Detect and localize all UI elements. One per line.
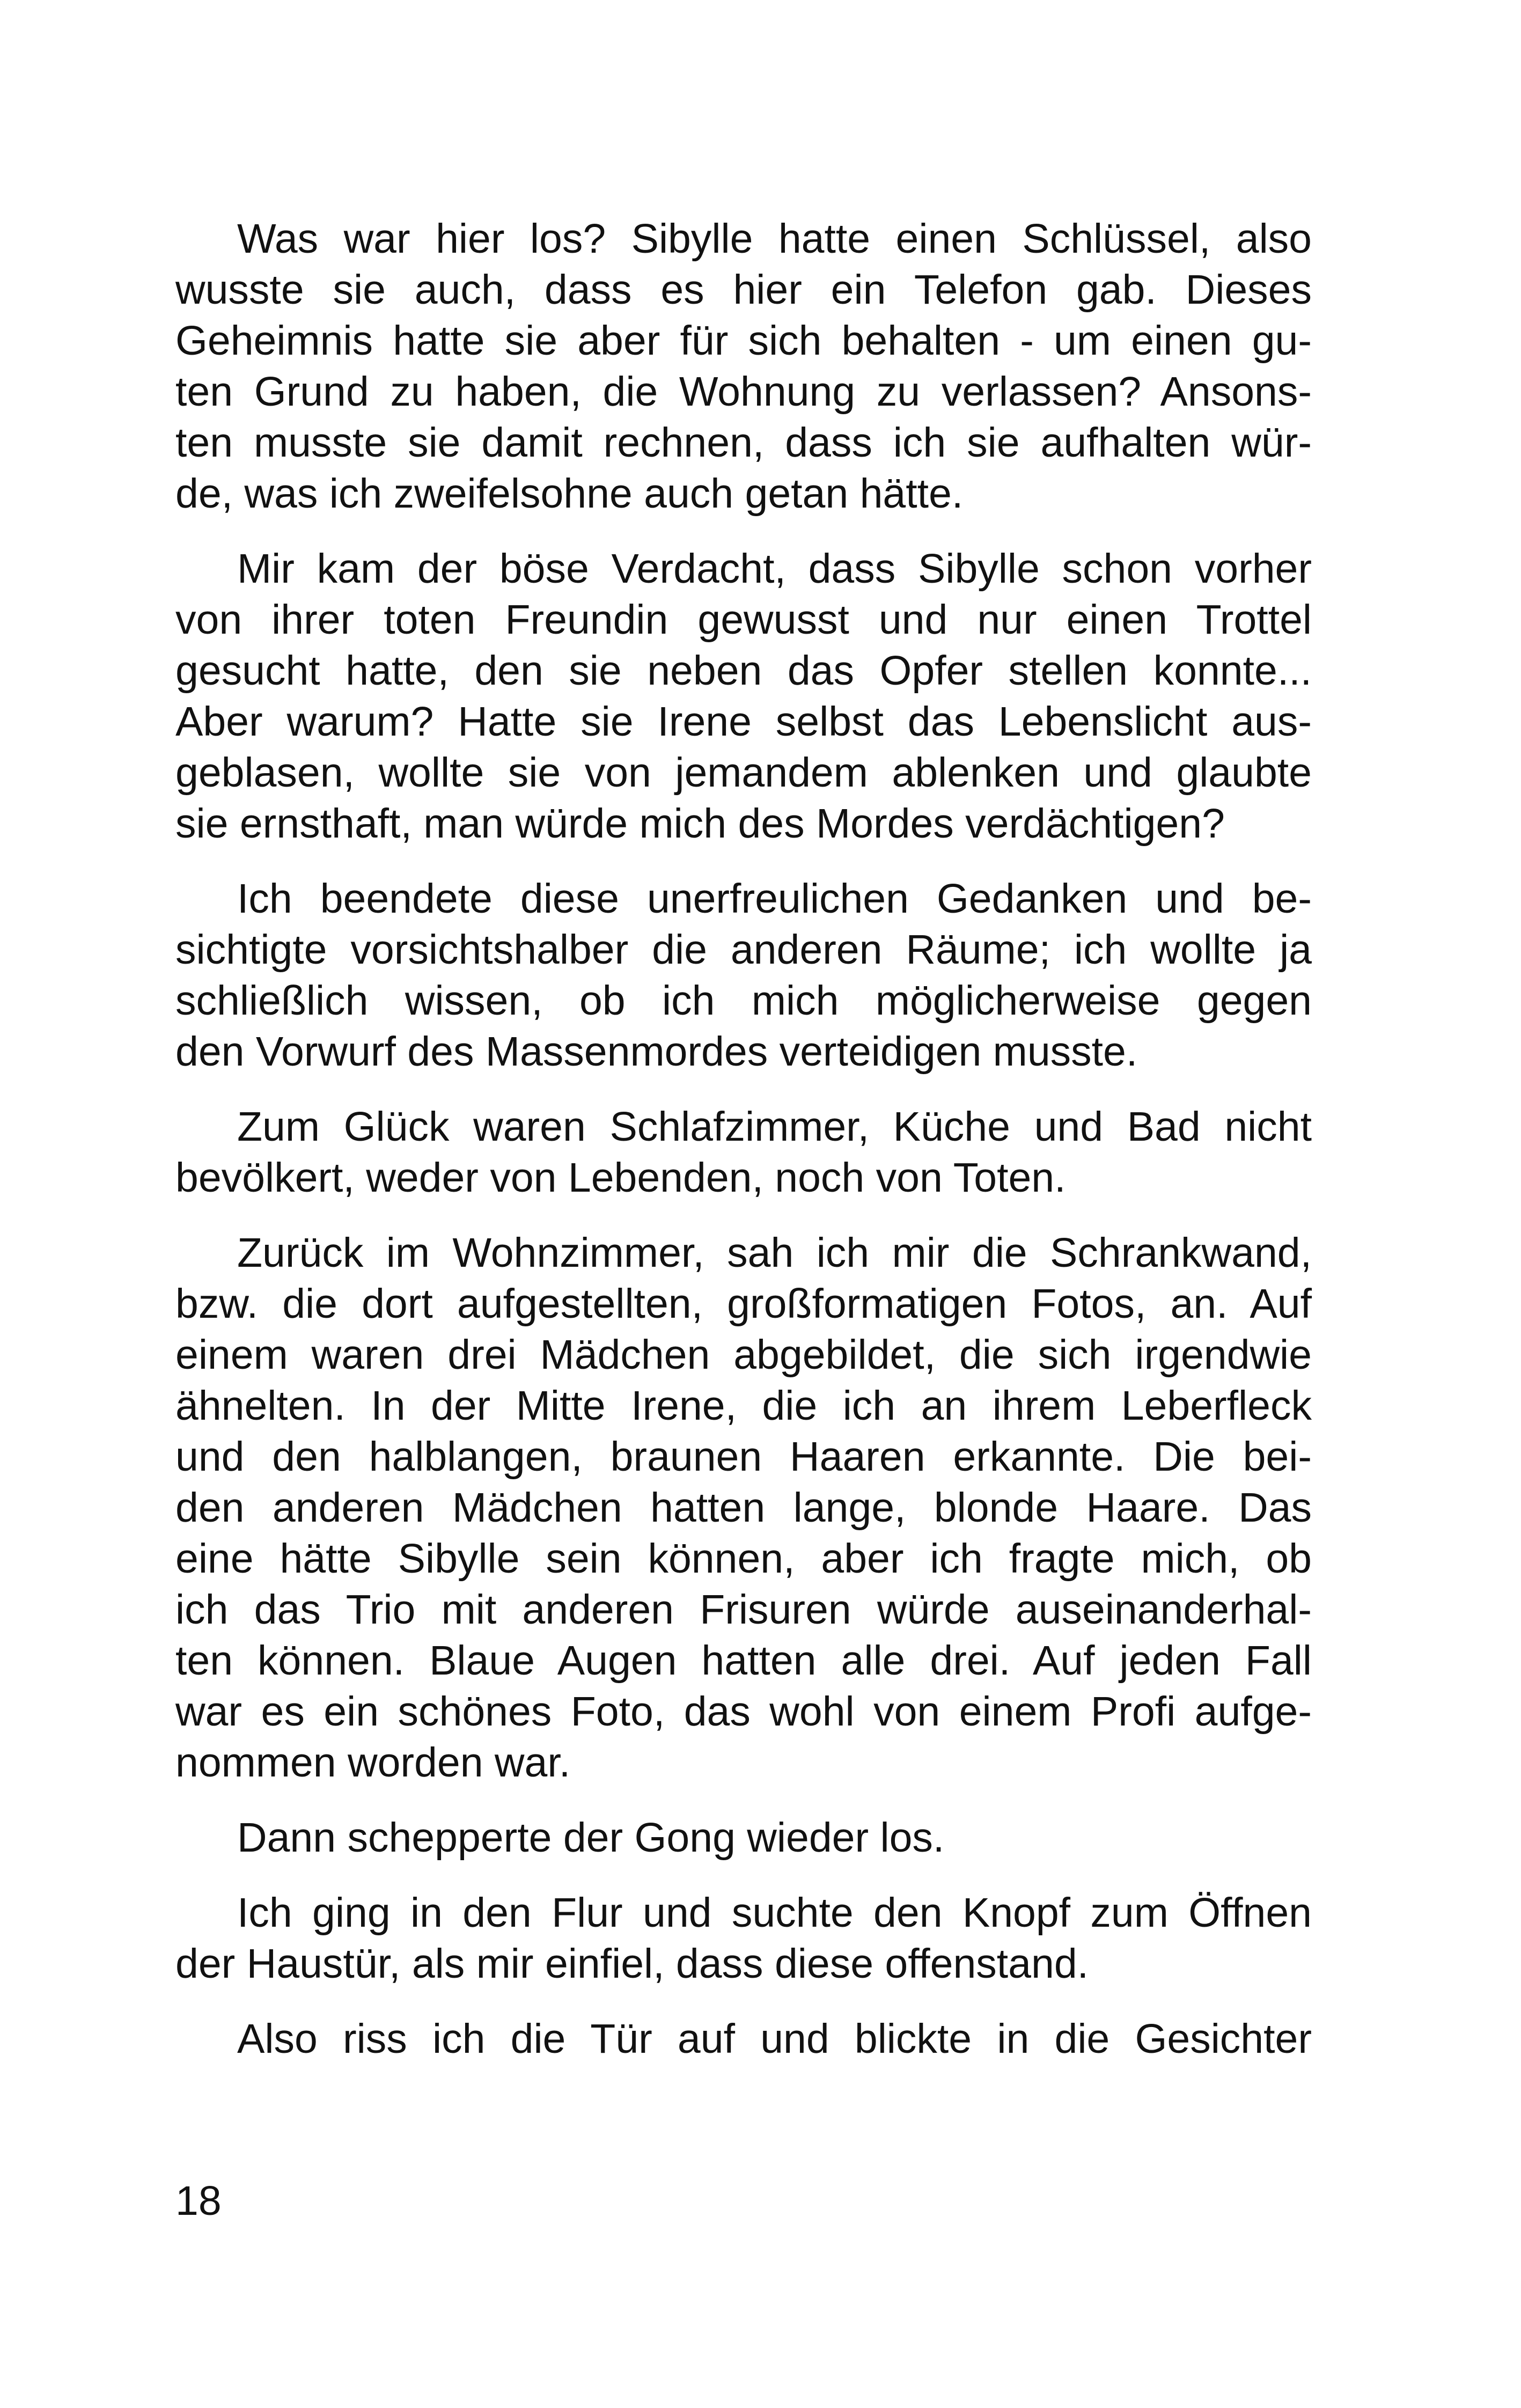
- text-line: ten können. Blaue Augen hatten alle drei. Auf jeden Fall: [175, 1638, 1312, 1684]
- text-line: Dann schepperte der Gong wieder los.: [237, 1815, 945, 1861]
- paragraph-1: [175, 214, 1312, 519]
- text-line: Zurück im Wohnzimmer, sah ich mir die Schrankwand,: [237, 1230, 1312, 1276]
- paragraph-8: [175, 2014, 1312, 2065]
- text-line: bevölkert, weder von Lebenden, noch von Toten.: [175, 1155, 1066, 1201]
- text-line: geblasen, wollte sie von jemandem ablenken und glaubte: [175, 750, 1312, 796]
- text-line: sichtigte vorsichtshalber die anderen Räume; ich wollte ja: [175, 927, 1312, 973]
- text-line: und den halblangen, braunen Haaren erkannte. Die bei-: [175, 1434, 1312, 1480]
- text-line: gesucht hatte, den sie neben das Opfer stellen konnte...: [175, 648, 1312, 694]
- text-line: Aber warum? Hatte sie Irene selbst das Lebenslicht aus-: [175, 699, 1312, 745]
- text-line: bzw. die dort aufgestellten, großformatigen Fotos, an. Auf: [175, 1281, 1312, 1327]
- text-line: war es ein schönes Foto, das wohl von einem Profi aufge-: [175, 1688, 1312, 1735]
- text-line: nommen worden war.: [175, 1739, 571, 1786]
- text-line: de, was ich zweifelsohne auch getan hätte.: [175, 471, 964, 517]
- text-line: ähnelten. In der Mitte Irene, die ich an ihrem Leberfleck: [175, 1383, 1312, 1429]
- text-line: wusste sie auch, dass es hier ein Telefon gab. Dieses: [175, 267, 1312, 313]
- text-line: Also riss ich die Tür auf und blickte in die Gesichter: [237, 2016, 1312, 2062]
- text-line: der Haustür, als mir einfiel, dass diese offenstand.: [175, 1941, 1089, 1987]
- text-line: Ich beendete diese unerfreulichen Gedanken und be-: [237, 876, 1312, 922]
- text-line: von ihrer toten Freundin gewusst und nur einen Trottel: [175, 597, 1312, 643]
- text-line: den anderen Mädchen hatten lange, blonde Haare. Das: [175, 1485, 1312, 1531]
- text-line: den Vorwurf des Massenmordes verteidigen musste.: [175, 1029, 1138, 1075]
- text-line: Geheimnis hatte sie aber für sich behalten - um einen gu-: [175, 318, 1312, 364]
- text-line: ich das Trio mit anderen Frisuren würde auseinanderhal-: [175, 1587, 1312, 1633]
- text-line: einem waren drei Mädchen abgebildet, die sich irgendwie: [175, 1332, 1312, 1378]
- text-line: sie ernsthaft, man würde mich des Mordes verdächtigen?: [175, 801, 1225, 847]
- paragraph-4: [175, 1102, 1312, 1203]
- text-line: Zum Glück waren Schlafzimmer, Küche und Bad nicht: [237, 1104, 1312, 1150]
- text-line: Ich ging in den Flur und suchte den Knopf zum Öffnen: [237, 1890, 1312, 1936]
- text-line: eine hätte Sibylle sein können, aber ich fragte mich, ob: [175, 1536, 1312, 1582]
- paragraph-3: [175, 873, 1312, 1077]
- paragraph-5: [175, 1228, 1312, 1788]
- text-line: schließlich wissen, ob ich mich möglicherweise gegen: [175, 978, 1312, 1024]
- text-line: ten Grund zu haben, die Wohnung zu verlassen? Ansons-: [175, 369, 1312, 415]
- text-line: Was war hier los? Sibylle hatte einen Schlüssel, also: [237, 216, 1312, 262]
- body-text: [175, 214, 1312, 2065]
- paragraph-7: [175, 1888, 1312, 1989]
- paragraph-2: [175, 544, 1312, 849]
- paragraph-6: [175, 1812, 1312, 1863]
- page-number: 18: [175, 2178, 222, 2224]
- text-line: Mir kam der böse Verdacht, dass Sibylle schon vorher: [237, 546, 1312, 592]
- text-line: ten musste sie damit rechnen, dass ich sie aufhalten wür-: [175, 420, 1312, 466]
